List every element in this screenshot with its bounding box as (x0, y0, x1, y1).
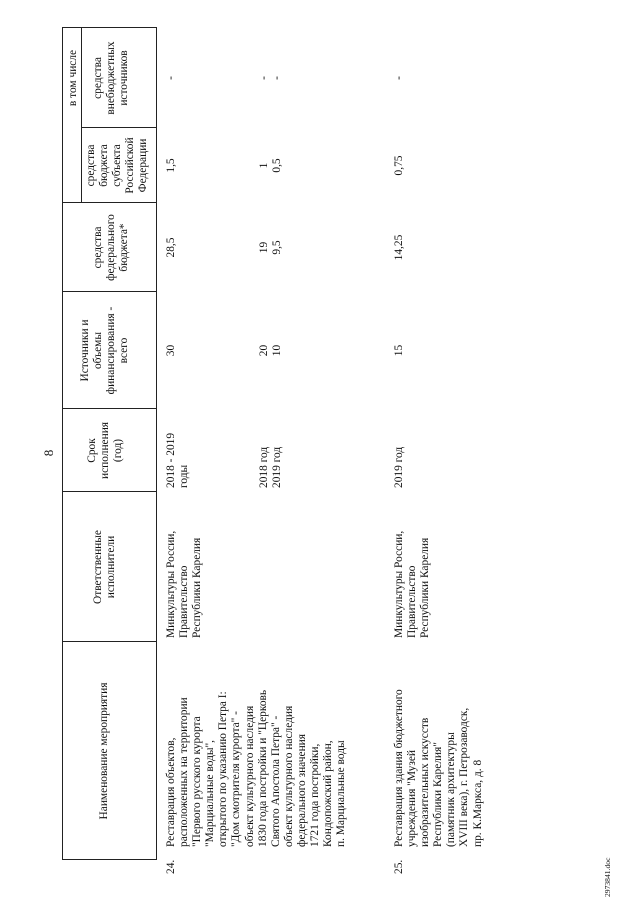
row-24-sub-term: 2018 год 2019 год (258, 446, 284, 488)
row-24-term: 2018 - 2019 годы (165, 432, 191, 488)
row-24-sub-extra: - - (258, 76, 284, 80)
row-25-name: Реставрация здания бюджетного учреждения "Музей изобразительных искусств Республики Карелия" (памятник архитектуры XVIII века), г. Петрозаводск, пр. К.Маркса, д. 8 (393, 689, 484, 847)
row-24-federal: 28,5 (165, 237, 177, 258)
row-24-sub-regional: 1 0,5 (258, 158, 284, 173)
header-regional: средства бюджета субъекта Российской Федерации (85, 137, 150, 194)
header-term: Срок исполнения (год) (86, 421, 125, 480)
header-extra: средства внебюджетных источников (92, 41, 131, 115)
page-number: 8 (41, 449, 56, 457)
header-total: Источники и объемы финансирования - всего (79, 306, 131, 395)
row-25-extra: - (393, 76, 405, 80)
header-incl: в том числе (67, 49, 79, 107)
table-top-border (62, 28, 63, 860)
row-25-regional: 0,75 (393, 155, 405, 176)
row-25-federal: 14,25 (393, 234, 405, 261)
row-25-total: 15 (393, 344, 405, 357)
header-executors: Ответственные исполнители (92, 530, 118, 604)
row-25-executors: Минкультуры России, Правительство Республики Карелия (393, 530, 432, 638)
header-federal: средства федерального бюджета* (92, 214, 131, 281)
row-24-total: 30 (165, 344, 177, 357)
row-25-term: 2019 год (393, 446, 405, 488)
incl-divider (81, 28, 82, 203)
header-bottom-border (156, 28, 157, 860)
row-24-executors: Минкультуры России, Правительство Республики Карелия (165, 530, 204, 638)
footer-code: 2973841.doc (603, 857, 612, 897)
row-24-regional: 1,5 (165, 158, 177, 173)
row-24-sub-total: 20 10 (258, 344, 284, 357)
row-24-num: 24. (165, 859, 177, 874)
row-24-extra: - (165, 76, 177, 80)
row-24-name: Реставрация объектов, расположенных на территории "Первого русского курорта "Марциальные воды", открытого по указанию Петра I: "Дом смотрителя курорта" - объект культурного наследия 1830 года постройки и "Церковь Святого Апостола Петра" - объект культурного наследия федерального значения 1721 года постройки, Кондопожский район, п. Марциальные воды (165, 689, 348, 847)
row-24-sub-federal: 19 9,5 (258, 240, 284, 255)
header-name: Наименование мероприятия (98, 682, 110, 820)
row-25-num: 25. (393, 859, 405, 874)
